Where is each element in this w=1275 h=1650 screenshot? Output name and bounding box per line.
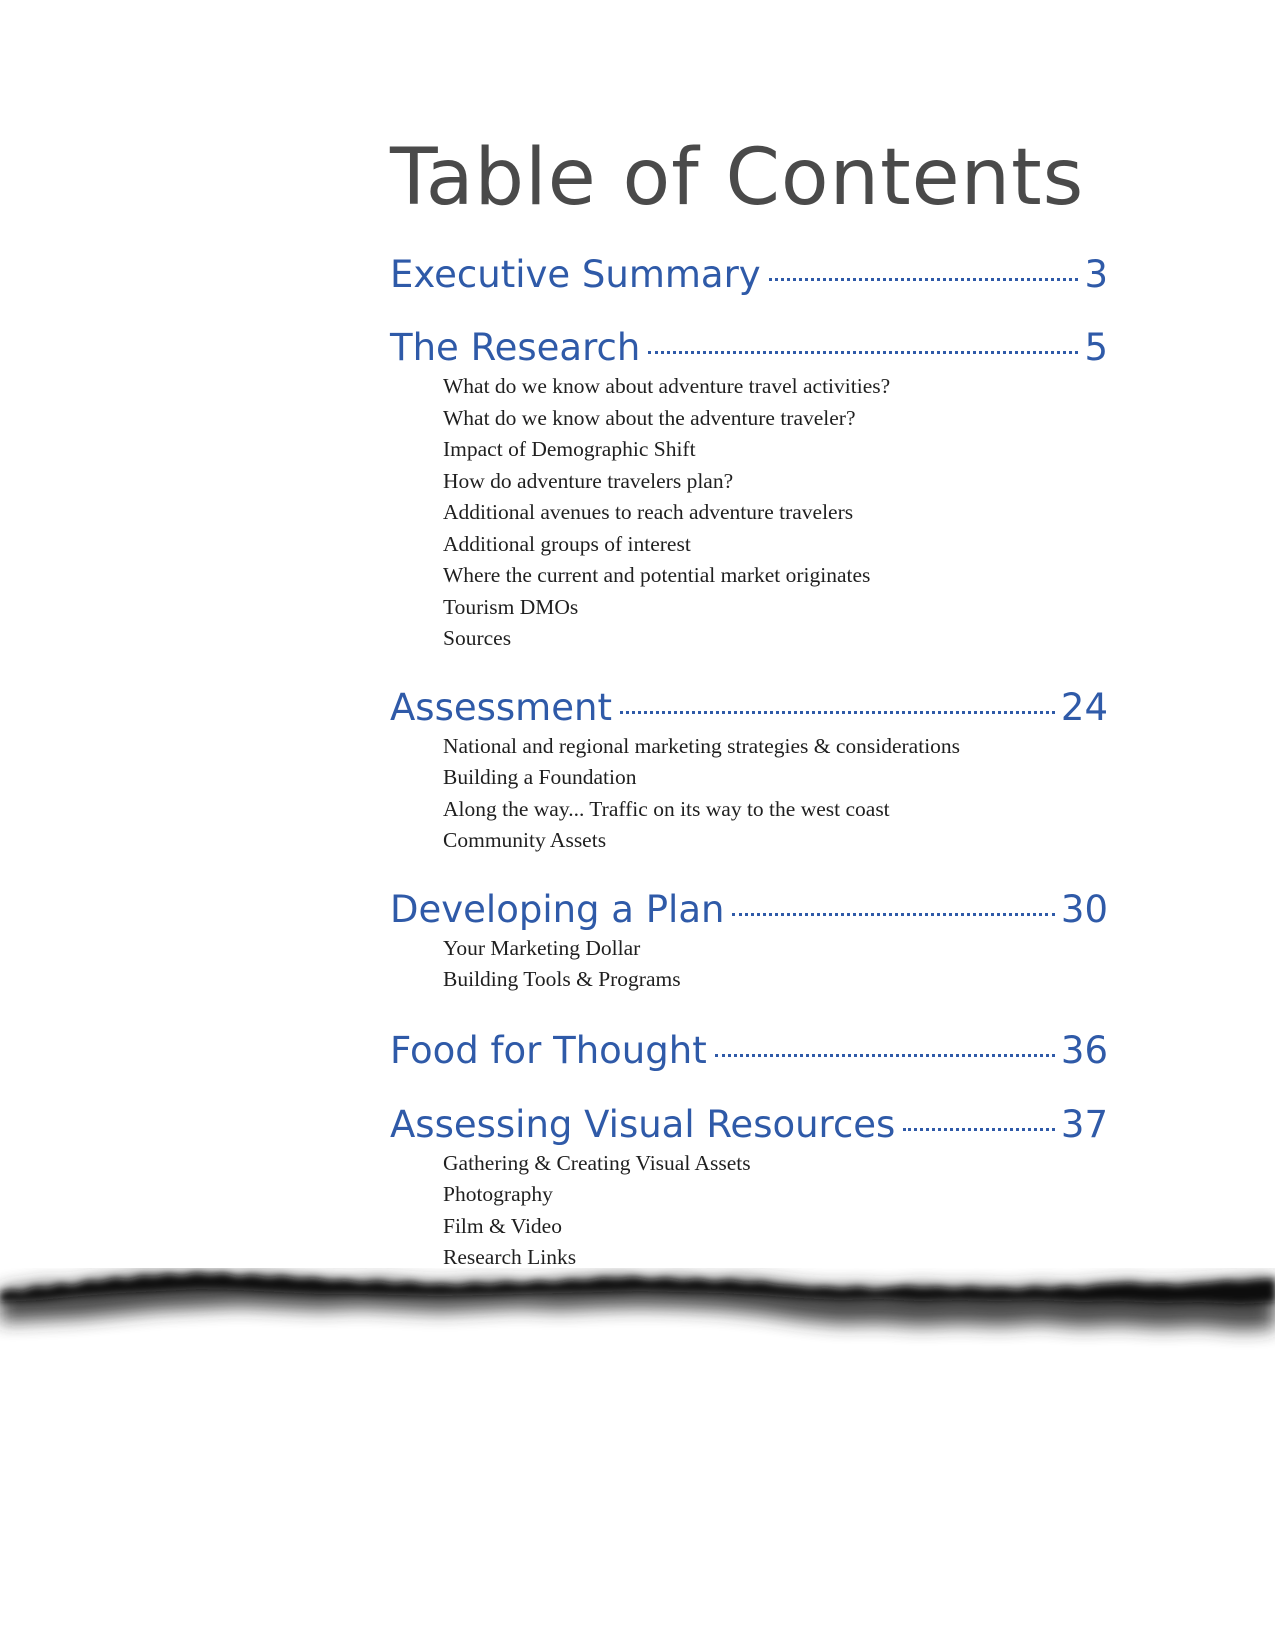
subsection-item[interactable]: Building Tools & Programs [443,967,681,991]
subsection-item[interactable]: Sources [443,626,512,650]
section-title: Developing a Plan [390,887,725,931]
subsection-list [390,731,1108,857]
section-title: Food for Thought [390,1028,707,1072]
toc-section-the-research [390,325,1108,655]
subsection-item[interactable]: Building a Foundation [443,765,637,789]
page-number: 30 [1060,887,1108,931]
page-number: 5 [1084,326,1108,369]
dot-leader [732,913,1054,916]
subsection-list [390,1148,1108,1274]
page-number: 24 [1060,685,1108,729]
toc-section-developing-a-plan [390,887,1108,996]
section-title: Assessing Visual Resources [390,1102,896,1146]
page-number: 3 [1084,253,1108,296]
subsection-list [390,371,1108,655]
toc-section-executive-summary [390,252,1108,298]
subsection-item[interactable]: Tourism DMOs [443,594,579,619]
subsection-item[interactable]: Gathering & Creating Visual Assets [443,1150,751,1175]
dot-leader [620,711,1055,714]
toc-section-heading[interactable] [390,1102,1108,1148]
subsection-item[interactable]: Community Assets [443,828,607,852]
subsection-item[interactable]: National and regional marketing strategies & considerations [443,733,961,758]
subsection-item[interactable]: Research Links [443,1245,577,1269]
page-number: 36 [1060,1028,1108,1072]
toc-section-heading[interactable] [390,325,1108,371]
toc-section-heading[interactable] [390,252,1108,298]
table-of-contents [390,252,1108,1274]
subsection-item[interactable]: Your Marketing Dollar [443,935,641,960]
toc-section-heading[interactable] [390,685,1108,731]
subsection-item[interactable]: What do we know about adventure travel activities? [443,374,891,398]
dot-leader [715,1054,1055,1057]
subsection-item[interactable]: Impact of Demographic Shift [443,437,696,461]
section-title: The Research [390,326,641,369]
subsection-item[interactable]: What do we know about the adventure traveler? [443,405,856,430]
section-title: Assessment [390,685,612,729]
subsection-item[interactable]: How do adventure travelers plan? [443,468,734,493]
torn-paper-edge [0,1268,1275,1378]
toc-section-heading[interactable] [390,1028,1108,1074]
subsection-list [390,933,1108,996]
dot-leader [648,351,1078,354]
dot-leader [769,278,1079,281]
toc-section-heading[interactable] [390,887,1108,933]
page-number: 37 [1060,1102,1108,1146]
toc-section-food-for-thought [390,1028,1108,1074]
section-title: Executive Summary [390,253,761,296]
page-title: Table of Contents [390,133,1085,223]
subsection-item[interactable]: Additional groups of interest [443,531,691,556]
subsection-item[interactable]: Additional avenues to reach adventure travelers [443,500,854,524]
toc-section-assessment [390,685,1108,857]
subsection-item[interactable]: Film & Video [443,1213,562,1238]
subsection-item[interactable]: Along the way... Traffic on its way to the west coast [443,796,890,821]
subsection-item[interactable]: Photography [443,1182,553,1206]
dot-leader [903,1128,1055,1131]
subsection-item[interactable]: Where the current and potential market originates [443,563,871,587]
toc-section-assessing-visual-resources [390,1102,1108,1274]
